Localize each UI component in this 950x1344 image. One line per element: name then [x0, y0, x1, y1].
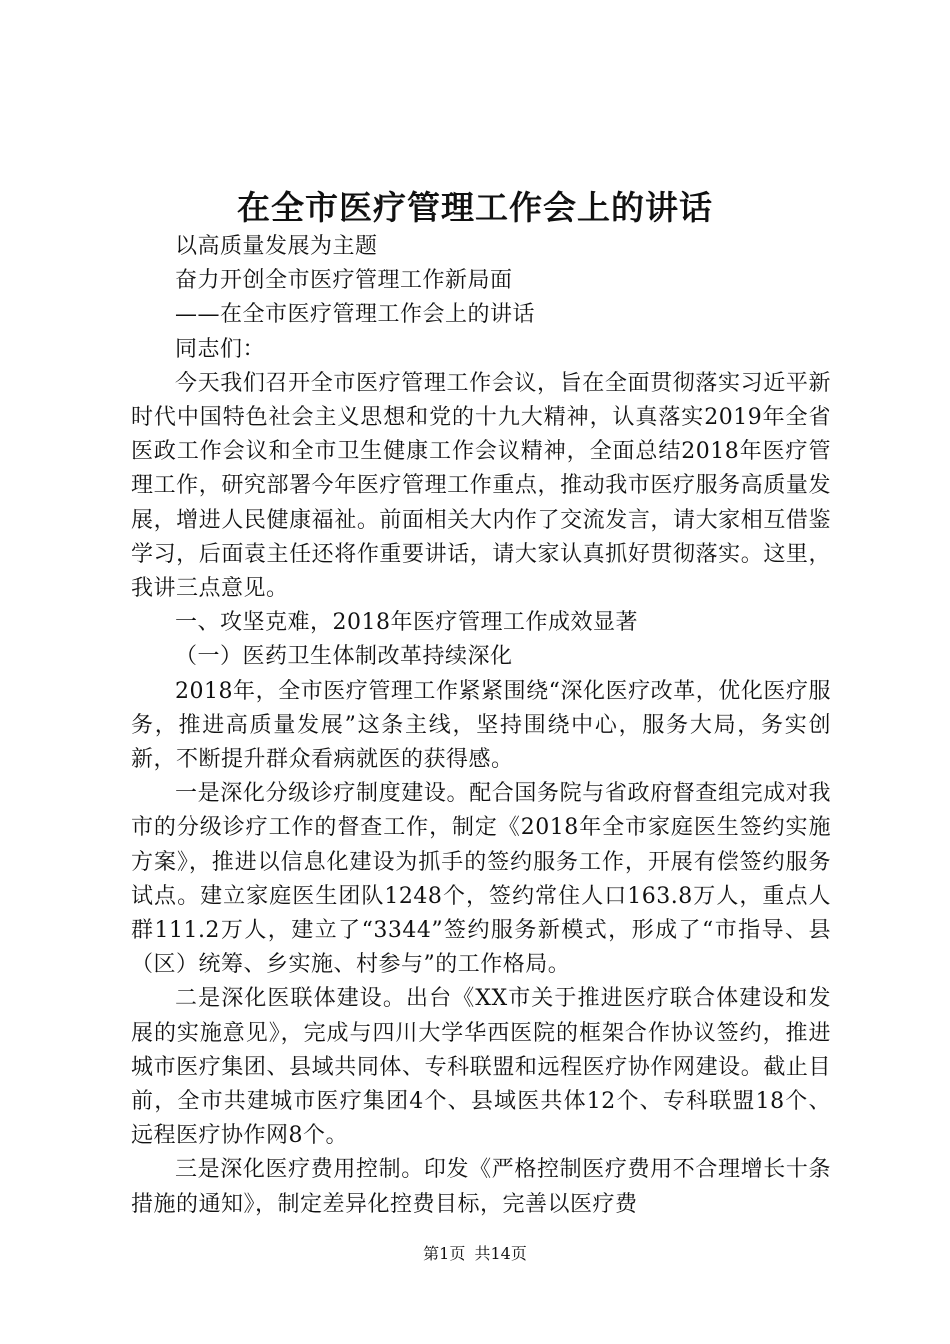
page-total: 共14页: [474, 1244, 527, 1263]
paragraph: 三是深化医疗费用控制。印发《严格控制医疗费用不合理增长十条措施的通知》，制定差异化控费目标，完善以医疗费: [131, 1157, 831, 1217]
subtitle-line: 奋力开创全市医疗管理工作新局面: [175, 268, 513, 294]
document-title: 在全市医疗管理工作会上的讲话: [237, 188, 713, 227]
subtitle-line: 以高质量发展为主题: [175, 234, 378, 259]
paragraph: 二是深化医联体建设。出台《XX市关于推进医疗联合体建设和发展的实施意见》，完成与四川大学华西医院的框架合作协议签约，推进城市医疗集团、县域共同体、专科联盟和远程医疗协作网建设。截止目前，全市共建城市医疗集团4个、县域医共体12个、专科联盟18个、远程医疗协作网8个。: [131, 986, 831, 1149]
page-number: 第1页: [423, 1244, 466, 1263]
subsection-heading: （一）医药卫生体制改革持续深化: [175, 644, 513, 670]
paragraph: 2018年，全市医疗管理工作紧紧围绕“深化医疗改革，优化医疗服务，推进高质量发展”这条主线，坚持围绕中心，服务大局，务实创新，不断提升群众看病就医的获得感。: [131, 678, 831, 773]
paragraph: 今天我们召开全市医疗管理工作会议，旨在全面贯彻落实习近平新时代中国特色社会主义思想和党的十九大精神，认真落实2019年全省医政工作会议和全市卫生健康工作会议精神，全面总结2018年医疗管理工作，研究部署今年医疗管理工作重点，推动我市医疗服务高质量发展，增进人民健康福祉。前面相关大内作了交流发言，请大家相互借鉴学习，后面袁主任还将作重要讲话，请大家认真抓好贯彻落实。这里，我讲三点意见。: [131, 370, 831, 602]
document-body: [131, 230, 831, 1222]
salutation: 同志们：: [175, 336, 266, 362]
page-footer: [0, 1243, 950, 1265]
subtitle-line: ——在全市医疗管理工作会上的讲话: [175, 302, 536, 328]
paragraph: 一是深化分级诊疗制度建设。配合国务院与省政府督查组完成对我市的分级诊疗工作的督查工作，制定《2018年全市家庭医生签约实施方案》，推进以信息化建设为抓手的签约服务工作，开展有偿签约服务试点。建立家庭医生团队1248个，签约常住人口163.8万人，重点人群111.2万人，建立了“3344”签约服务新模式，形成了“市指导、县（区）统筹、乡实施、村参与”的工作格局。: [131, 781, 831, 978]
section-heading: 一、攻坚克难，2018年医疗管理工作成效显著: [175, 610, 638, 636]
